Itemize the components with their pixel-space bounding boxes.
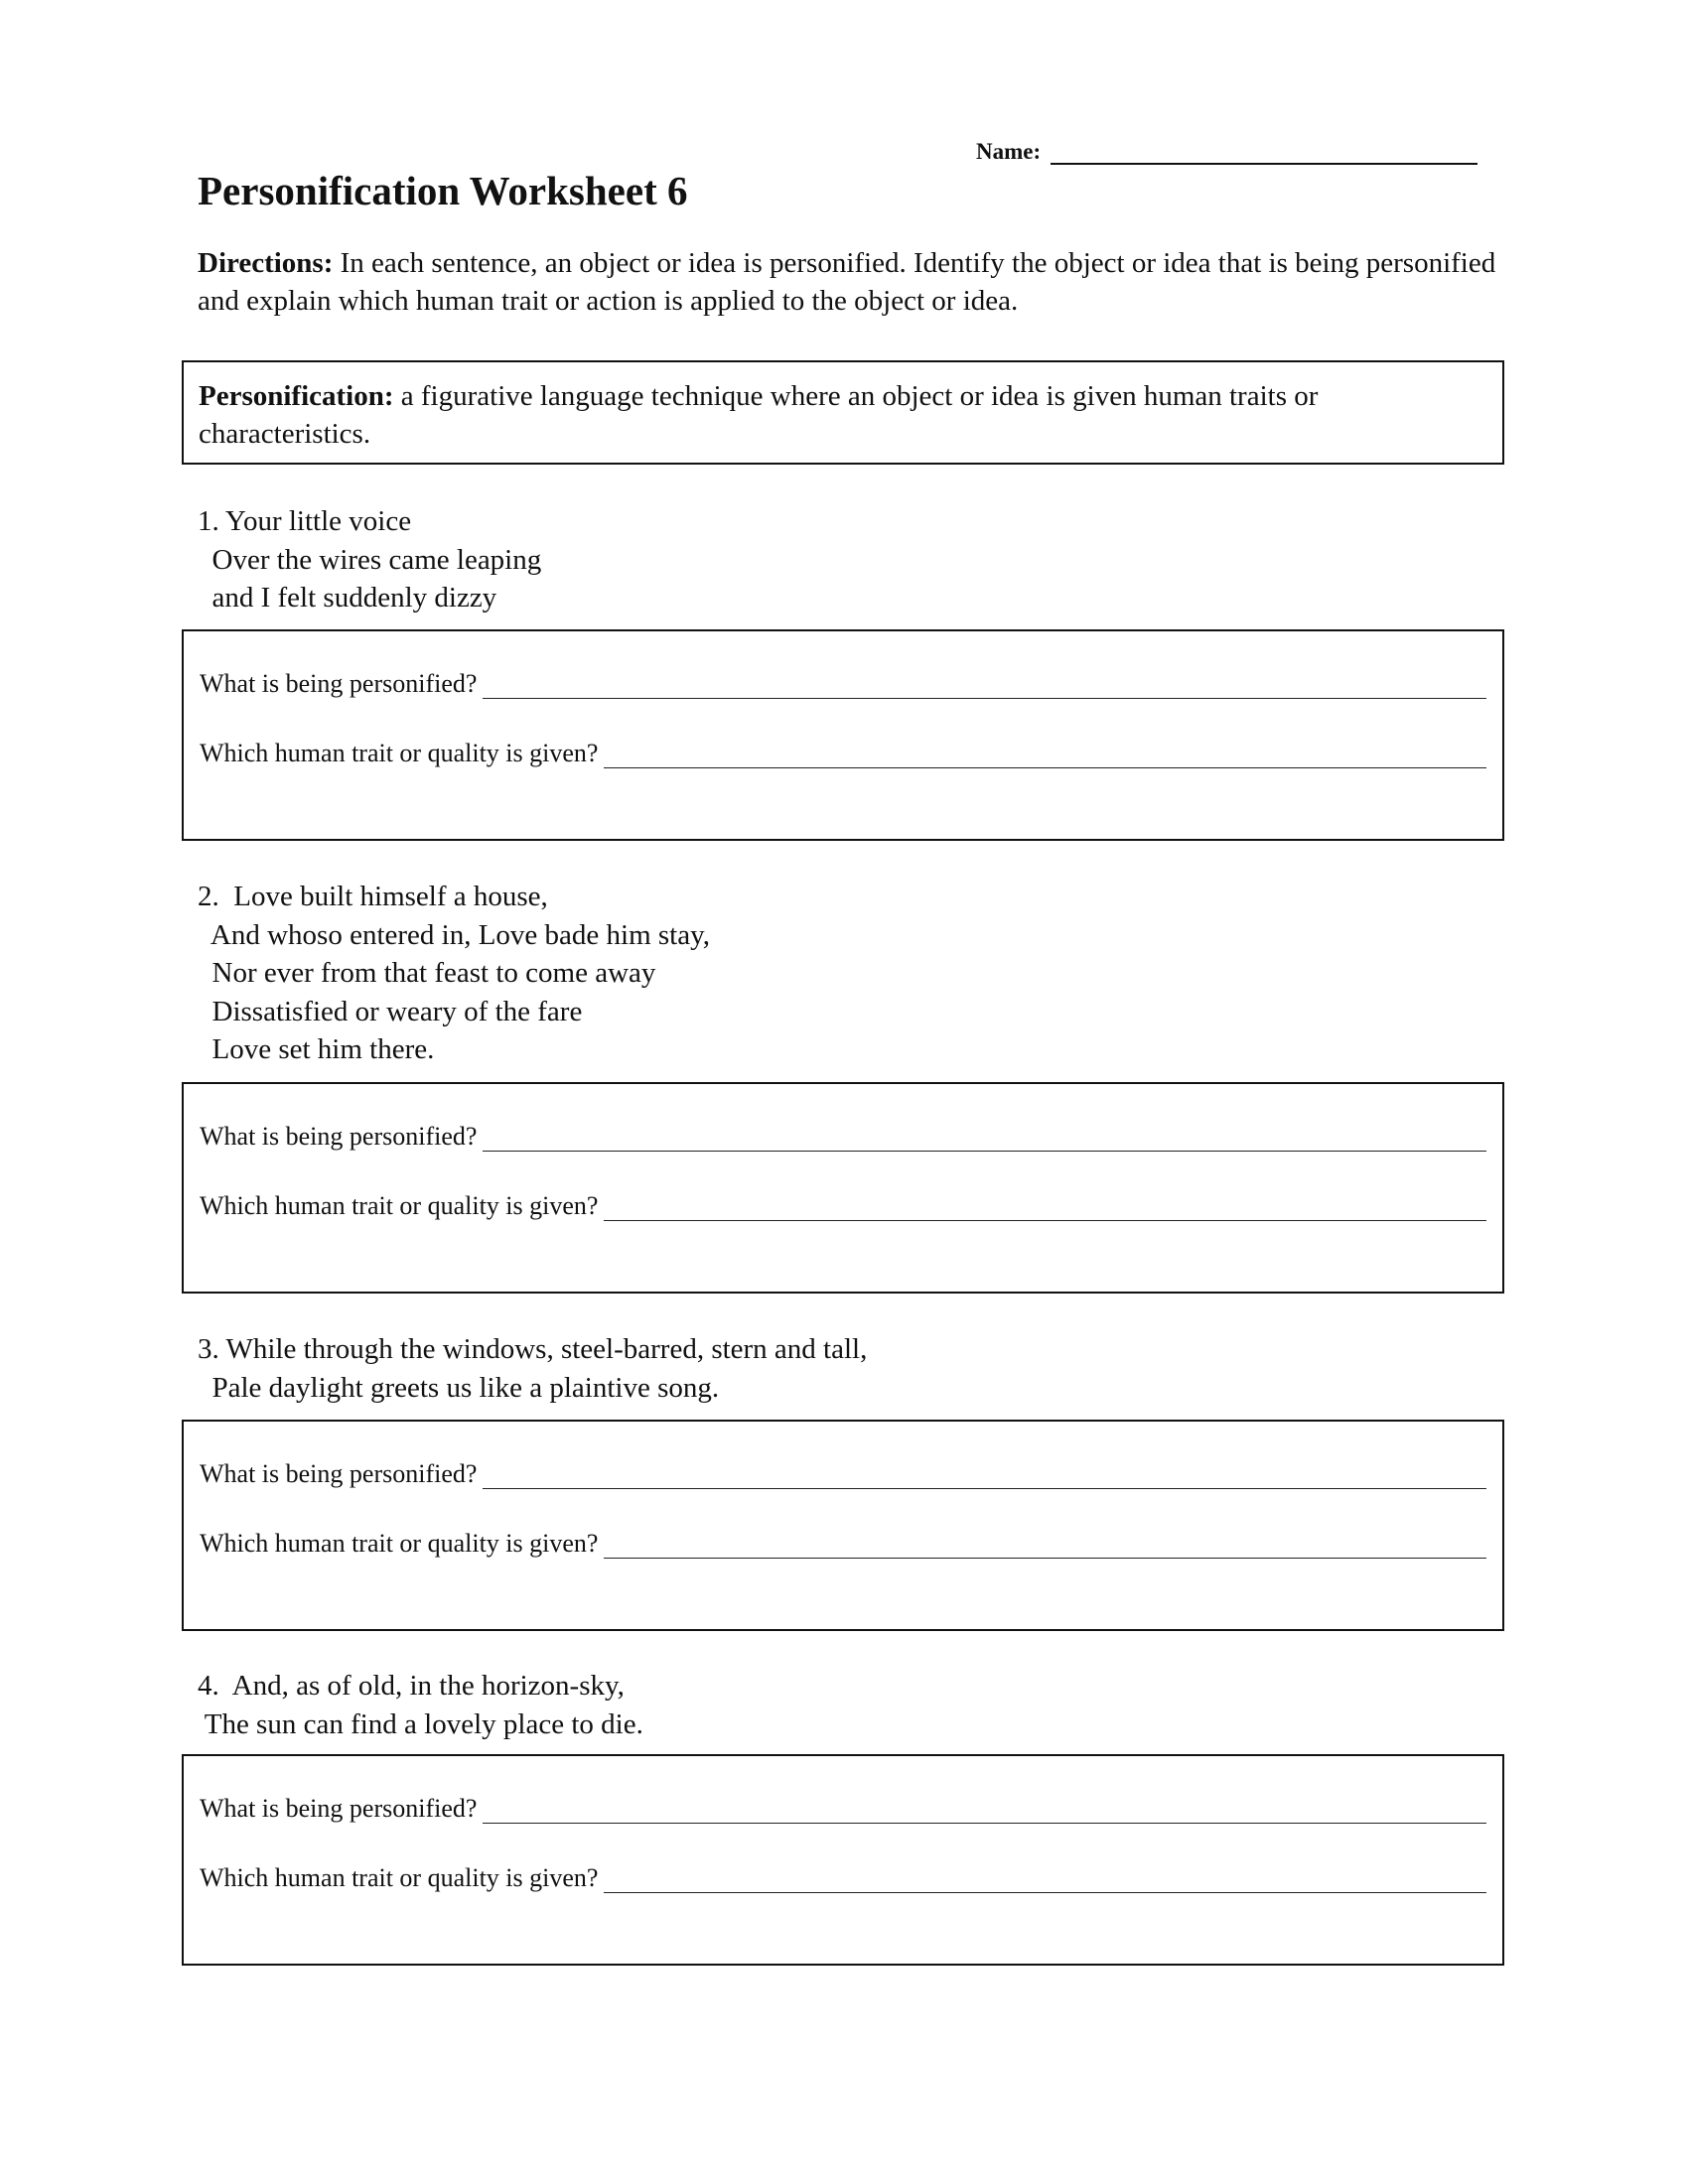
personified-prompt: What is being personified?: [200, 1459, 478, 1488]
passage-line: Over the wires came leaping: [198, 543, 542, 576]
personified-prompt: What is being personified?: [200, 1122, 478, 1151]
trait-prompt: Which human trait or quality is given?: [200, 739, 599, 767]
name-field-row: [976, 139, 1477, 165]
question-3-passage: [198, 1330, 867, 1407]
trait-row: [200, 1863, 1486, 1893]
personified-prompt: What is being personified?: [200, 669, 478, 698]
trait-row: [200, 739, 1486, 768]
passage-line: Nor ever from that feast to come away: [198, 957, 656, 989]
trait-row: [200, 1191, 1486, 1221]
passage-line: And whoso entered in, Love bade him stay,: [198, 918, 710, 951]
question-1-passage: [198, 502, 541, 617]
directions: [198, 244, 1498, 320]
trait-answer-line[interactable]: [604, 1196, 1486, 1221]
passage-line: Love set him there.: [198, 1033, 435, 1065]
directions-label: Directions:: [198, 247, 334, 279]
trait-row: [200, 1529, 1486, 1559]
question-1-answer-box: [182, 629, 1504, 841]
personified-row: [200, 1794, 1486, 1824]
personified-row: [200, 1459, 1486, 1489]
passage-line: 3. While through the windows, steel-barred, stern and tall,: [198, 1333, 868, 1365]
directions-text: In each sentence, an object or idea is personified. Identify the object or idea that is being personified and explain which human trait or action is applied to the object or idea.: [198, 247, 1496, 317]
passage-line: 1. Your little voice: [198, 505, 412, 537]
page-title: Personification Worksheet 6: [198, 168, 688, 213]
question-4-passage: [198, 1667, 643, 1743]
personified-answer-line[interactable]: [483, 1127, 1486, 1152]
personified-answer-line[interactable]: [483, 1799, 1486, 1824]
personified-row: [200, 1122, 1486, 1152]
name-label: Name:: [976, 139, 1042, 164]
passage-line: The sun can find a lovely place to die.: [198, 1707, 643, 1740]
trait-prompt: Which human trait or quality is given?: [200, 1191, 599, 1220]
passage-line: Dissatisfied or weary of the fare: [198, 995, 583, 1027]
question-4-answer-box: [182, 1754, 1504, 1966]
question-3-answer-box: [182, 1420, 1504, 1631]
question-2-answer-box: [182, 1082, 1504, 1294]
trait-answer-line[interactable]: [604, 1534, 1486, 1559]
definition-box: [182, 360, 1504, 465]
trait-answer-line[interactable]: [604, 744, 1486, 768]
definition-label: Personification:: [199, 380, 394, 412]
passage-line: and I felt suddenly dizzy: [198, 582, 497, 614]
trait-prompt: Which human trait or quality is given?: [200, 1863, 599, 1892]
definition-text: a figurative language technique where an object or idea is given human traits or characteristics.: [199, 380, 1319, 450]
trait-answer-line[interactable]: [604, 1868, 1486, 1893]
trait-prompt: Which human trait or quality is given?: [200, 1529, 599, 1558]
question-2-passage: [198, 878, 710, 1069]
personified-answer-line[interactable]: [483, 1464, 1486, 1489]
name-input-line[interactable]: [1051, 139, 1477, 165]
passage-line: 4. And, as of old, in the horizon-sky,: [198, 1670, 625, 1702]
passage-line: Pale daylight greets us like a plaintive song.: [198, 1371, 720, 1404]
personified-answer-line[interactable]: [483, 674, 1486, 699]
passage-line: 2. Love built himself a house,: [198, 881, 548, 912]
personified-row: [200, 669, 1486, 699]
personified-prompt: What is being personified?: [200, 1794, 478, 1823]
